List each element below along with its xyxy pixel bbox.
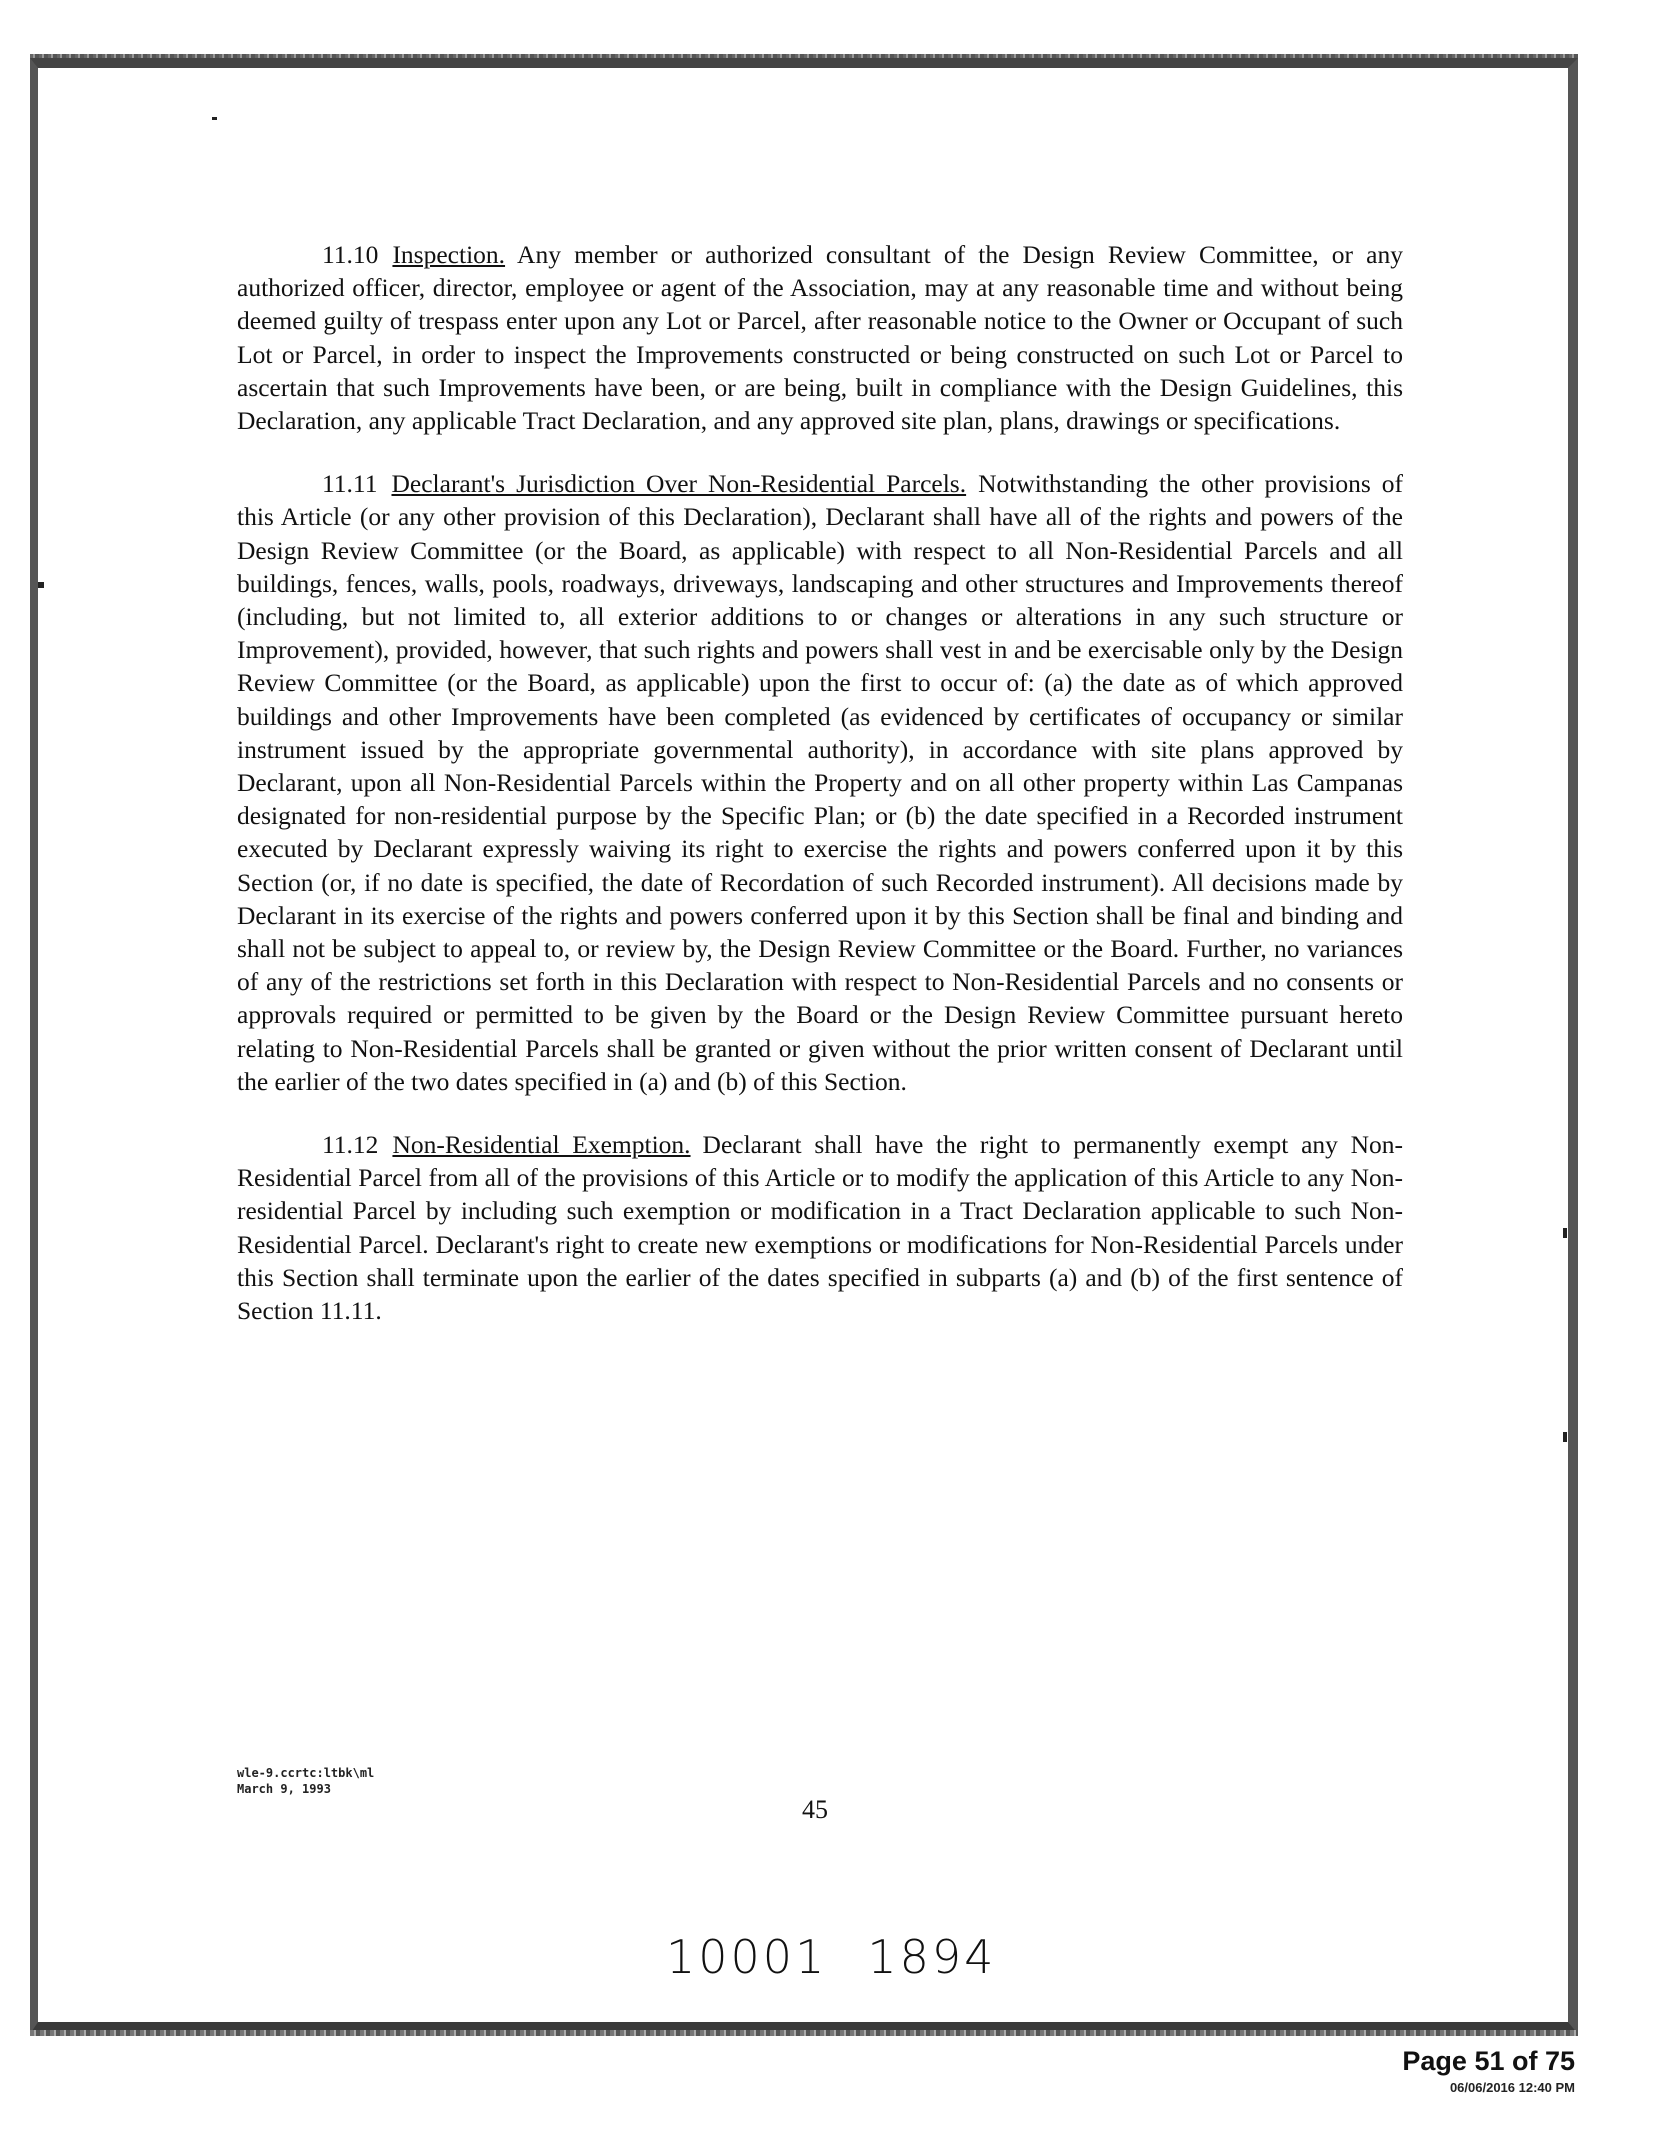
page-count: Page 51 of 75 (1402, 2046, 1575, 2076)
scan-speck (1563, 1228, 1567, 1238)
scan-speck (1563, 1432, 1567, 1442)
document-body (237, 238, 1403, 1357)
section-11-10 (237, 238, 1403, 437)
printed-timestamp: 06/06/2016 12:40 PM (1449, 2080, 1575, 2095)
recording-book: 10001 (666, 1930, 828, 1984)
scan-border-bottom (30, 2030, 1578, 2036)
section-text: Any member or authorized consultant of the Design Review Committee, or any authorized officer, director, employee or agent of the Association, may at any reasonable time and without being deemed guilty of trespass enter upon any Lot or Parcel, after reasonable notice to the Owner or Occupant of such Lot or Parcel, in order to inspect the Improvements constructed or being constructed on such Lot or Parcel to ascertain that such Improvements have been, or are being, built in compliance with the Design Guidelines, this Declaration, any applicable Tract Declaration, and any approved site plan, plans, drawings or specifications. (237, 240, 1403, 436)
page-number: 45 (802, 1795, 828, 1824)
section-heading: Non-Residential Exemption. (392, 1130, 691, 1160)
section-heading: Inspection. (392, 240, 506, 269)
file-ref-code: wle-9.ccrtc:ltbk\ml (237, 1766, 375, 1780)
file-reference (237, 1765, 374, 1797)
section-heading: Declarant's Jurisdiction Over Non-Residential Parcels. (391, 469, 967, 499)
section-text: Declarant shall have the right to permanently exempt any Non-Residential Parcel from all of the provisions of this Article or to modify the application of this Article to any Non-residential Parcel by including such exemption or modification in a Tract Declaration applicable to such Non-Residential Parcel. Declarant's right to create new exemptions or modifications for Non-Residential Parcels under this Section shall terminate upon the earlier of the dates specified in subparts (a) and (b) of the first sentence of Section 11.11. (237, 1130, 1403, 1326)
file-ref-date: March 9, 1993 (237, 1782, 331, 1796)
section-number: 11.11 (322, 469, 378, 499)
section-number: 11.12 (322, 1130, 379, 1160)
scan-speck (212, 117, 217, 120)
section-11-11 (237, 467, 1403, 1098)
section-text: Notwithstanding the other provisions of this Article (or any other provision of this Declaration), Declarant shall have all of the rights and powers of the Design Review Committee (or the Board, as applicable) with respect to all Non-Residential Parcels and all buildings, fences, walls, pools, roadways, driveways, landscaping and other structures and Improvements thereof (including, but not limited to, all exterior additions to or changes or alterations in any such structure or Improvement), provided, however, that such rights and powers shall vest in and be exercisable only by the Design Review Committee (or the Board, as applicable) upon the first to occur of: (a) the date as of which approved buildings and other Improvements have been completed (as evidenced by certificates of occupancy or similar instrument issued by the appropriate governmental authority), in accordance with site plans approved by Declarant, upon all Non-Residential Parcels within the Property and on all other property within Las Campanas designated for non-residential purpose by the Specific Plan; or (b) the date specified in a Recorded instrument executed by Declarant expressly waiving its right to exercise the rights and powers conferred upon it by this Section (or, if no date is specified, the date of Recordation of such Recorded instrument). All decisions made by Declarant in its exercise of the rights and powers conferred upon it by this Section shall be final and binding and shall not be subject to appeal to, or review by, the Design Review Committee or the Board. Further, no variances of any of the restrictions set forth in this Declaration with respect to Non-Residential Parcels and no consents or approvals required or permitted to be given by the Board or the Design Review Committee pursuant hereto relating to Non-Residential Parcels shall be granted or given without the prior written consent of Declarant until the earlier of the two dates specified in (a) and (b) of this Section. (237, 469, 1404, 1096)
scan-speck (38, 582, 44, 588)
recording-page: 1894 (867, 1930, 997, 1984)
section-number: 11.10 (322, 240, 379, 269)
recording-stamp (666, 1930, 1036, 1984)
section-11-12 (237, 1128, 1403, 1327)
